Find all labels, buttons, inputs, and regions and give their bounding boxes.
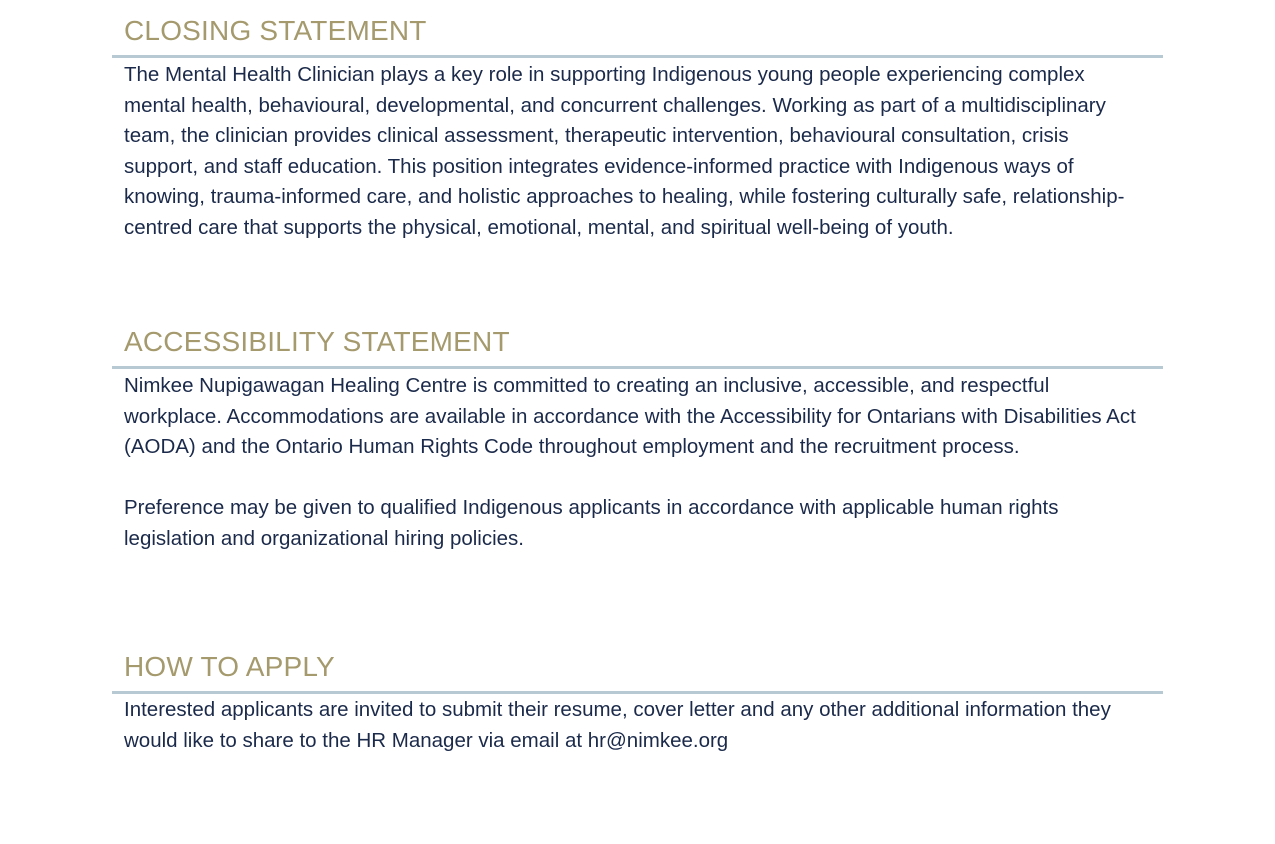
closing-statement-heading: CLOSING STATEMENT <box>124 15 427 46</box>
accessibility-statement-divider <box>112 366 1163 369</box>
accessibility-statement-heading: ACCESSIBILITY STATEMENT <box>124 326 510 357</box>
closing-statement-divider <box>112 55 1163 58</box>
closing-statement-body: The Mental Health Clinician plays a key role in supporting Indigenous young people experiencing complex mental health, behavioural, developmental, and concurrent challenges. Working as part of a multidisciplinary team, the clinician provides clinical assessment, therapeutic intervention, behavioural consultation, crisis support, and staff education. This position integrates evidence-informed practice with Indigenous ways of knowing, trauma-informed care, and holistic approaches to healing, while fostering culturally safe, relationship-centred care that supports the physical, emotional, mental, and spiritual well-being of youth. <box>124 63 1125 239</box>
accessibility-statement-paragraph-1: Nimkee Nupigawagan Healing Centre is committed to creating an inclusive, accessible, and respectful workplace. Accommodations are available in accordance with the Accessibility for Ontarians with Disabilities Act (AODA) and the Ontario Human Rights Code throughout employment and the recruitment process. <box>124 374 1136 459</box>
accessibility-statement-paragraph-2: Preference may be given to qualified Indigenous applicants in accordance with applicable human rights legislation and organizational hiring policies. <box>124 496 1059 550</box>
accessibility-statement-section <box>112 325 1163 555</box>
how-to-apply-heading: HOW TO APPLY <box>124 651 335 682</box>
how-to-apply-section <box>112 650 1163 756</box>
closing-statement-section <box>112 14 1163 244</box>
how-to-apply-body: Interested applicants are invited to submit their resume, cover letter and any other additional information they would like to share to the HR Manager via email at hr@nimkee.org <box>124 698 1111 752</box>
how-to-apply-divider <box>112 691 1163 694</box>
